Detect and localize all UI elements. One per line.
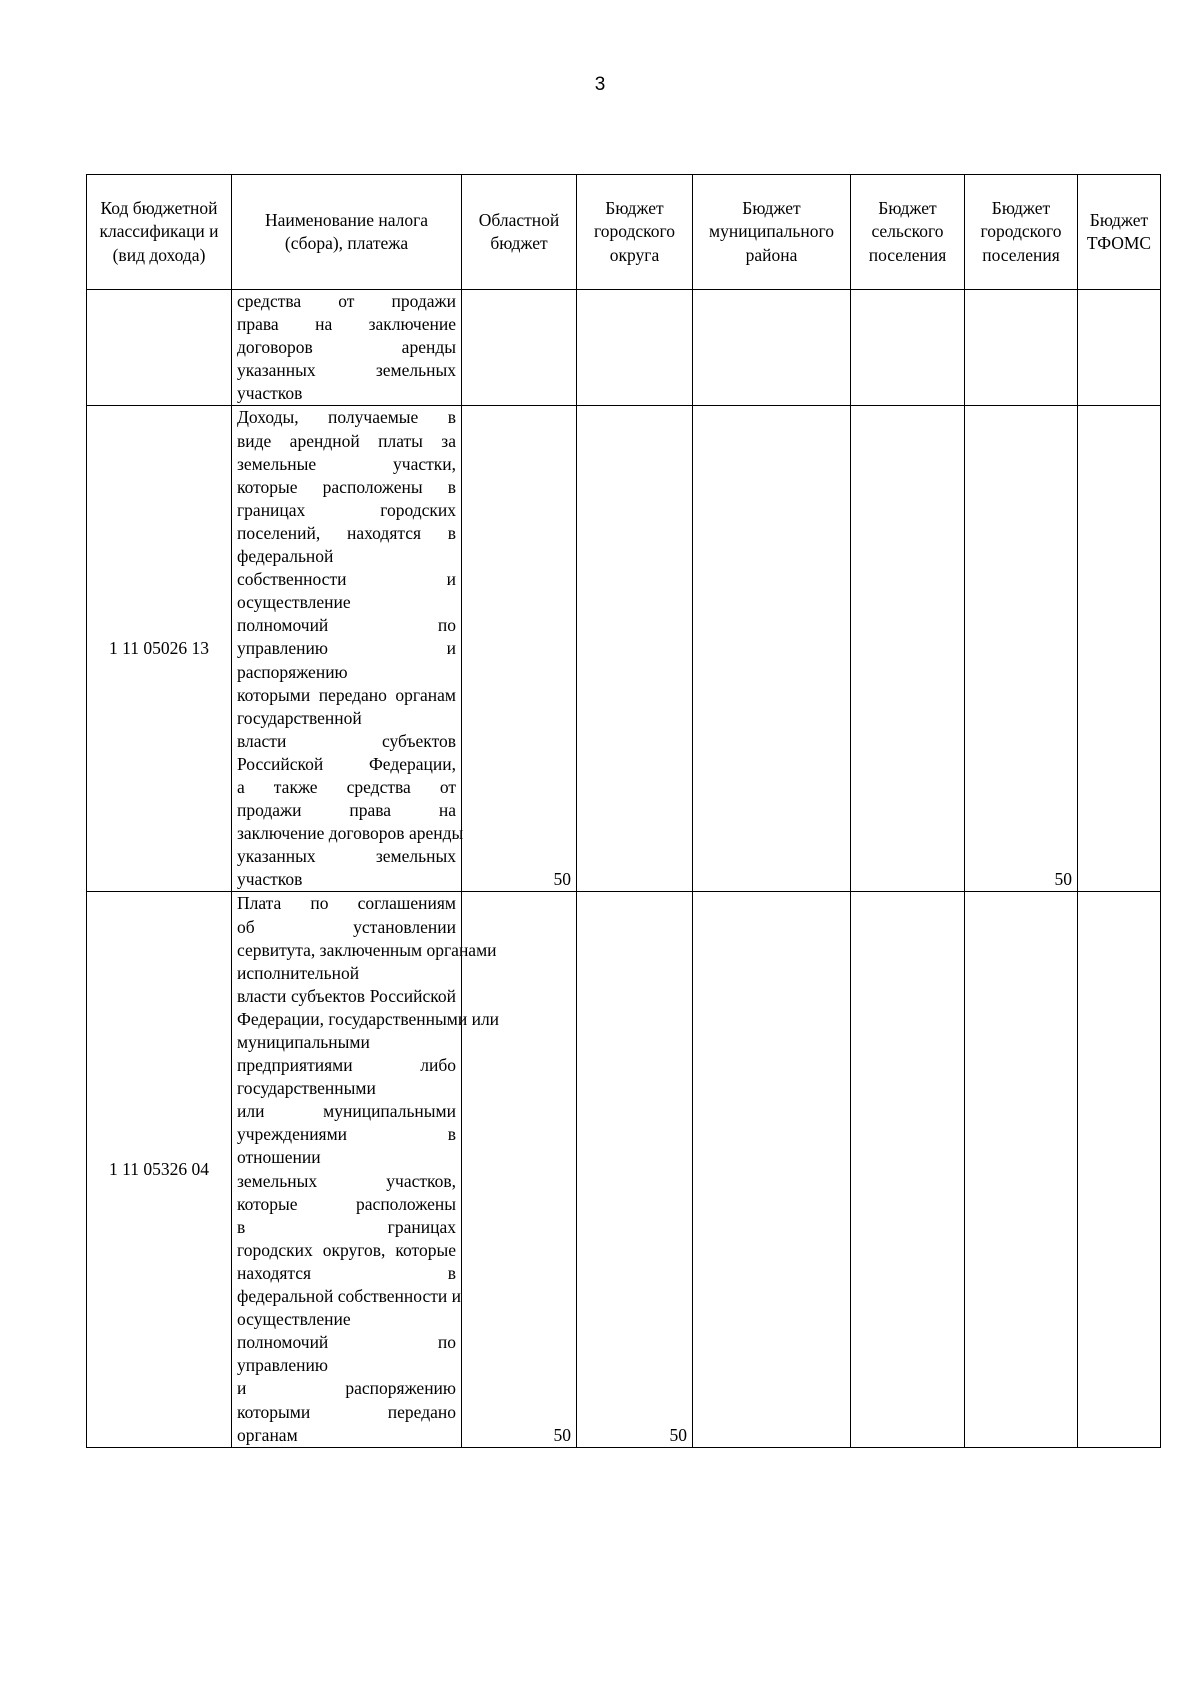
value-tfoms-budget [1078, 406, 1161, 892]
table-row [87, 892, 1161, 1447]
header-city-district-budget: Бюджет городского округа [577, 175, 693, 290]
income-name: средства от продажи права на заключение договоров аренды указанных земельных участков [232, 290, 462, 406]
value-municipal-district-budget [693, 892, 851, 1447]
value-municipal-district-budget [693, 290, 851, 406]
value-regional-budget [462, 290, 577, 406]
value-city-district-budget [577, 290, 693, 406]
value-rural-settlement-budget [851, 290, 965, 406]
header-name: Наименование налога (сбора), платежа [232, 175, 462, 290]
page-number: 3 [594, 74, 606, 95]
value-urban-settlement-budget: 50 [965, 406, 1078, 892]
value-urban-settlement-budget [965, 290, 1078, 406]
value-regional-budget: 50 [462, 892, 577, 1447]
income-code [87, 290, 232, 406]
income-code: 1 11 05326 04 [87, 892, 232, 1447]
value-tfoms-budget [1078, 892, 1161, 1447]
income-name: Доходы, получаемые в виде арендной платы за земельные участки, которые расположены в границах городских поселений, находятся в федеральной собственности и осуществление полномочий по управлению и распоряжению которыми передано органам государственной власти субъектов Российской Федерации, а также средства от продажи права на заключение договоров аренды указанных земельных участков [232, 406, 462, 892]
table-header-row [87, 175, 1161, 290]
header-regional-budget: Областной бюджет [462, 175, 577, 290]
income-name: Плата по соглашениям об установлении сервитута, заключенным органами исполнительной власти субъектов Российской Федерации, государственными или муниципальными предприятиями либо государственными или муниципальными учреждениями в отношении земельных участков, которые расположены в границах городских округов, которые находятся в федеральной собственности и осуществление полномочий по управлению и распоряжению которыми передано органам [232, 892, 462, 1447]
header-urban-settlement-budget: Бюджет городского поселения [965, 175, 1078, 290]
value-municipal-district-budget [693, 406, 851, 892]
value-regional-budget: 50 [462, 406, 577, 892]
value-tfoms-budget [1078, 290, 1161, 406]
table-row [87, 290, 1161, 406]
header-municipal-district-budget: Бюджет муниципального района [693, 175, 851, 290]
value-city-district-budget [577, 406, 693, 892]
budget-distribution-table [86, 174, 1161, 1448]
value-rural-settlement-budget [851, 406, 965, 892]
value-city-district-budget: 50 [577, 892, 693, 1447]
value-rural-settlement-budget [851, 892, 965, 1447]
table-row [87, 406, 1161, 892]
header-code: Код бюджетной классификаци и (вид дохода) [87, 175, 232, 290]
header-tfoms-budget: Бюджет ТФОМС [1078, 175, 1161, 290]
header-rural-settlement-budget: Бюджет сельского поселения [851, 175, 965, 290]
income-code: 1 11 05026 13 [87, 406, 232, 892]
value-urban-settlement-budget [965, 892, 1078, 1447]
